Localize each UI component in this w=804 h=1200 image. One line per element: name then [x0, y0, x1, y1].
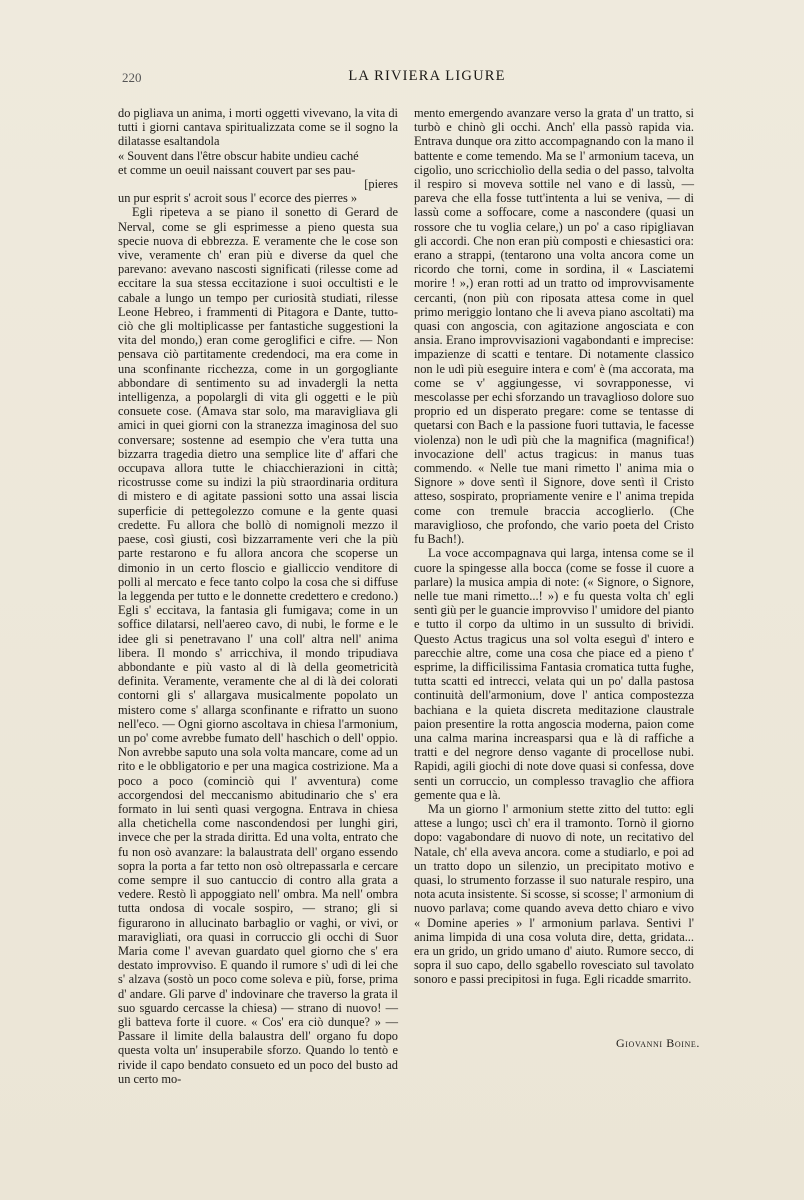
- quote-line: [pieres: [364, 177, 398, 192]
- paragraph: do pigliava un anima, i morti oggetti vivevano, la vita di tutti i giorni cantava spiritualizzata come se il sogno la dilatasse esaltandola: [118, 106, 398, 149]
- paragraph: mento emergendo avanzare verso la grata d' un tratto, si turbò e chinò gli occhi. Anch' ella passò rapida via. Entrava dunque ora zitto accompagnando con la mano il battente e come temendo. Ma se l' armonium taceva, un cigolìo, uno scricchiolìo della sedia o del passo, talvolta il respiro si moveva sottile nel vano e di lassù, — pareva che ella fosse tutt'intenta a lui se veniva, — di lassù come a soffocare, come a nascondere (quasi un rossore che tu voglia celare,) un po' a caso ripigliavan gli accordi. Che non eran più composti e chiesastici ora: erano a strappi, (tentarono una volta ancora come un ricordo che torni, come in sordina, il « Lasciatemi morire ! »,) eran rotti ad un tratto od improvvisamente cercanti, (non più con riposata attesa come in quel primo meriggio lontano che li aveva piano ascoltati) ma quasi con angoscia, con agitazione angosciata e con ansia. Erano improvvisazioni vagabondanti e imprecise: impazienze di scatti e tentare. Di notamente classico non le udì più eseguire intera e com' è (ma accorata, ma come se v' aggiungesse, vi sovrapponesse, vi mescolasse per echi sforzando un travaglioso dolore suo proprio ed un disperato pregare: come se tentasse di quetarsi con Bach e la passione fuori tuttavia, le facesse violenza) non le udì più che la magnifica (magnifica!) invocazione dell' actus tragicus: in manus tuas commendo. « Nelle tue mani rimetto l' anima mia o Signore » dove sentì il Signore, dove sentì il Cristo atteso, sospirato, propriamente venire e l' anima trepida come con tremule braccia accoglierlo. (Che maraviglioso, che profondo, che vario poeta del Cristo fu Bach!).: [414, 106, 694, 547]
- french-quotation: [118, 149, 398, 206]
- paragraph: Ma un giorno l' armonium stette zitto del tutto: egli attese a lungo; uscì ch' era il tramonto. Tornò il giorno dopo: vagabondare di nuovo di note, un recitativo del Natale, ch' ella aveva ancora. come a studiarlo, e poi ad un tratto dopo un silenzio, un precipitato motivo e quasi, lo strumento forzasse il suo naturale respiro, una nota acuta insistente. Si scosse, si scosse; l' armonium di nuovo parlava; come quando aveva detto chiaro e vivo « Domine aperies » l' armonium parlava. Sentivi l' anima limpida di una cosa voluta dire, detta, gridata... era un grido, un grido umano d' aiuto. Rumore secco, di sopra il suo capo, dello sgabello rovesciato sul tavolato sonoro e passi precipitosi in fuga. Egli ricadde smarrito.: [414, 801, 694, 987]
- quote-line: « Souvent dans l'être obscur habite undieu caché: [118, 148, 359, 163]
- column-divider: [405, 108, 406, 1088]
- author-signature: Giovanni Boine.: [616, 1036, 700, 1050]
- right-column: [414, 106, 694, 987]
- paragraph: La voce accompagnava qui larga, intensa come se il cuore la spingesse alla bocca (come se fosse il cuore a parlare) la musica ampia di note: (« Signore, o Signore, nelle tue mani rimetto...! ») e fu questa volta ch' egli sentì giù per le guancie improvviso l' umidore del pianto e tutto il corpo da ultimo in un sussulto di brividi. Questo Actus tragicus una sol volta eseguì d' intero e parecchie altre, come una cosa che piace ed a pieno t' esprime, la difficilissima Fantasia cromatica tutta fughe, tutta scatti ed intrecci, velata qui un po' dalla pastosa continuità dell'armonium, dove l' antica compostezza bachiana e la quieta discreta meditazione claustrale paion presentire la rotta angoscia moderna, paion come una calma marina increasparsi qua e là di raffiche a tratti e del negrore denso vagante di procellose nubi. Rapidi, agili giochi di note dove quasi si confessa, dove senti un corruccio, un complesso travaglio che affiora gemente qua e là.: [414, 546, 694, 802]
- quote-line: un pur esprit s' acroit sous l' ecorce des pierres »: [118, 191, 358, 206]
- quote-line: et comme un oeuil naissant couvert par ses pau-: [118, 162, 356, 177]
- page-number: 220: [122, 70, 142, 85]
- paragraph: Egli ripeteva a se piano il sonetto di Gerard de Nerval, come se gli esprimesse a pieno questa sua specie nuova di ebbrezza. E veramente che le cose son vive, veramente ch' eran più e diverse da quel che parevano: avevano nascosti significati (rilesse come ad eccitare la sua stessa eccitazione i suoi occultisti e le cabale a lungo un tempo per curiosità studiati, rilesse Leone Hebreo, i frammenti di Pitagora e Dante, tutto-ciò che gli moltiplicasse per fantastiche suggestioni la vita del mondo,) eran come geroglifici e cifre. — Non pensava ciò partitamente credendoci, ma era come in una sconfinante ricchezza, come in un gorgogliante abbondare di sentimento su ad invadergli la netta intelligenza, a popolargli di vita gli oggetti e le più consuete cose. (Amava star solo, ma maravigliava gli amici in quei giorni con la stranezza imaginosa del suo conversare; sostenne ad esempio che v'era tutta una bizzarra tragedia dietro una semplice lite d' affari che occupava allora tutte le chiacchierazioni in città; ricostrusse come su indizi la più straordinaria orditura di mistero e di agitate passioni sotto una assai liscia superficie di pettegolezzo comune e la gente quasi credette. Fu allora che bollò di nomignoli mezzo il paese, così giusti, così bizzarramente veri che la più parte restarono e fu allora ancora che scoperse un dimonio in un certo floscio e gialliccio venditore di polli al mercato e fece tanto colpo la cosa che si diffuse la leggenda per tutto e le donnette credettero e credono.) Egli s' eccitava, la fantasia gli fumigava; come in un soffice dilatarsi, nell'aereo cavo, di nubi, le forme e le idee gli si penetravano l' una coll' altra nell' anima libera. Il mondo s' arricchiva, il mondo tripudiava abbondante e più vasto al di là della geometricità definita. Veramente, veramente che al di là dei colorati contorni gli s' allargava musicalmente popolato un mistero come s' allarga sconfinante e rifratto un suono nell'eco. — Ogni giorno ascoltava in chiesa l'armonium, un po' come avrebbe fumato dell' haschich o dell' oppio. Non avrebbe saputo una sola volta mancare, come ad un rito e le obbligatorio e per una magica costrizione. Ma a poco a poco (cominciò qui l' avventura) come accorgendosi del meccanismo abitudinario che s' era formato in lui sentì quasi vergogna. Entrava in chiesa alla chetichella come nascondendosi per lunghi giri, invece che per la strada diritta. Ed una volta, entrato che fu non osò avanzare: la balaustrata dell' organo essendo sopra la porta a far tetto non osò oltrepassarla e cercare come sempre il suo cantuccio di contro alla grata a vedere. Restò lì appoggiato nell' ombra. Ma nell' ombra tutta ondosa di vocale sospiro, — strano; gli si figurarono in allucinato barbaglio or vaghi, or vivi, or maravigliati, ora quasi in corruccio gli occhi di Suor Maria come l' avevan guardato quel giorno che s' era destato improvviso. E quando il rumore s' udì di lei che s' alzava (sostò un poco come soleva e più, forse, prima d' andare. Gli parve d' indovinare che traverso la grata il suo sguardo cercasse la chiesa) — strano di nuovo! — gli batteva forte il cuore. « Cos' era ciò dunque? » — Passare il limite della balaustra dell' organo fu dopo questa volta un' insuperabile sforzo. Quando lo tentò e rivide il capo bendato consueto ed un poco del busto ad un certo mo-: [118, 205, 398, 1086]
- journal-title: LA RIVIERA LIGURE: [348, 68, 506, 84]
- page-header: [122, 68, 732, 88]
- left-column: [118, 106, 398, 1086]
